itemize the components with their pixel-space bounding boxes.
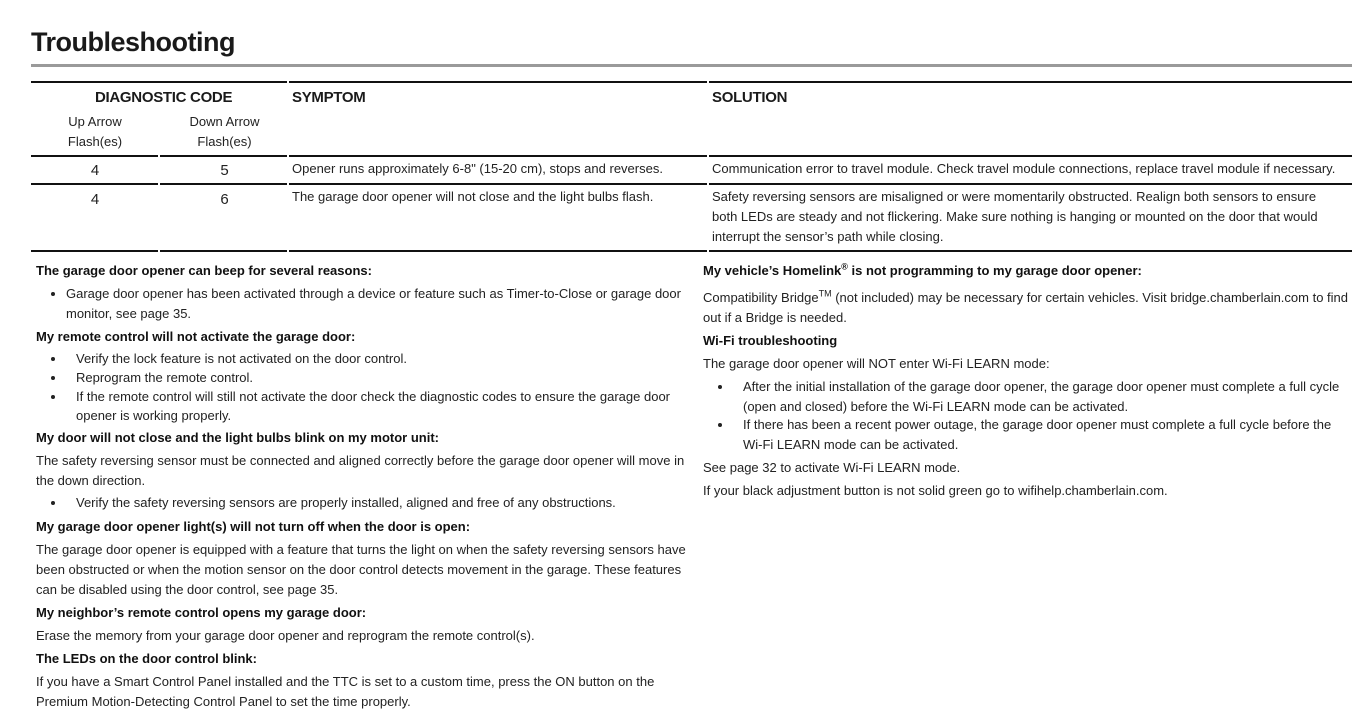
header-symptom: SYMPTOM xyxy=(292,89,366,106)
wifi-bullet-2: If there has been a recent power outage, the garage door opener must complete a full cycle before the Wi-Fi LEARN mode can be activated. xyxy=(703,415,1348,455)
light-heading: My garage door opener light(s) will not turn off when the door is open: xyxy=(36,519,471,534)
door-wont-close-list xyxy=(36,493,686,513)
wifi-list xyxy=(703,377,1348,455)
homelink-heading-pre: My vehicle’s Homelink xyxy=(703,263,842,278)
header-down-arrow xyxy=(161,112,288,152)
door-wont-close-bullet-1: Verify the safety reversing sensors are properly installed, aligned and free of any obstructions. xyxy=(36,493,686,513)
homelink-text-pre: Compatibility Bridge xyxy=(703,290,819,305)
header-up-arrow-line1: Up Arrow xyxy=(68,114,122,129)
row2-down-flashes: 6 xyxy=(220,191,229,208)
leds-text: If you have a Smart Control Panel installed and the TTC is set to a custom time, press the ON button on the Premium Motion-Detecting Control Panel to set the time properly. xyxy=(36,674,655,709)
remote-bullet-2: Reprogram the remote control. xyxy=(36,368,686,387)
door-wont-close-heading: My door will not close and the light bulbs blink on my motor unit: xyxy=(36,430,439,445)
remote-heading: My remote control will not activate the garage door: xyxy=(36,329,356,344)
row1-solution: Communication error to travel module. Check travel module connections, replace travel module if necessary. xyxy=(712,161,1336,176)
beep-list xyxy=(36,284,686,324)
header-diagnostic-code: DIAGNOSTIC CODE xyxy=(95,89,233,106)
row2-solution: Safety reversing sensors are misaligned or were momentarily obstructed. Realign both sensors to ensure both LEDs are steady and not flickering. Make sure nothing is hanging or mounted on the door that would interrupt the sensor’s path while closing. xyxy=(712,189,1318,244)
homelink-heading-post: is not programming to my garage door opener: xyxy=(847,263,1142,278)
diagnostic-table xyxy=(31,81,1352,253)
beep-heading: The garage door opener can beep for several reasons: xyxy=(36,263,372,278)
wifi-bullet-1: After the initial installation of the garage door opener, the garage door opener must complete a full cycle (open and closed) before the Wi-Fi LEARN mode can be activated. xyxy=(703,377,1348,417)
right-column xyxy=(703,261,1348,501)
beep-bullet-1: Garage door opener has been activated through a device or feature such as Timer-to-Close or garage door monitor, see page 35. xyxy=(36,284,686,324)
door-wont-close-text: The safety reversing sensor must be connected and aligned correctly before the garage door opener will move in the down direction. xyxy=(36,453,685,488)
left-column xyxy=(36,261,686,712)
remote-bullet-1: Verify the lock feature is not activated on the door control. xyxy=(36,349,686,368)
row2-up-flashes: 4 xyxy=(90,191,100,208)
row1-bottom-rule xyxy=(31,183,1352,185)
wifi-text: The garage door opener will NOT enter Wi-Fi LEARN mode: xyxy=(703,356,1050,371)
wifi-heading: Wi-Fi troubleshooting xyxy=(703,333,838,348)
row1-down-flashes: 5 xyxy=(220,162,229,179)
header-solution: SOLUTION xyxy=(712,89,788,106)
trademark-mark: TM xyxy=(818,288,832,299)
row1-up-flashes: 4 xyxy=(90,162,100,179)
header-down-arrow-line1: Down Arrow xyxy=(189,114,260,129)
leds-heading: The LEDs on the door control blink: xyxy=(36,651,257,666)
homelink-heading xyxy=(703,261,1348,281)
wifi-see-page: See page 32 to activate Wi-Fi LEARN mode. xyxy=(703,460,961,475)
remote-bullet-3: If the remote control will still not activate the door check the diagnostic codes to ensure the garage door opener is working properly. xyxy=(36,387,686,425)
registered-mark: ® xyxy=(841,261,848,272)
remote-list xyxy=(36,349,686,425)
table-top-rule xyxy=(31,81,1352,83)
row2-symptom: The garage door opener will not close and the light bulbs flash. xyxy=(292,189,654,204)
neighbor-heading: My neighbor’s remote control opens my garage door: xyxy=(36,605,367,620)
table-bottom-rule xyxy=(31,250,1352,252)
homelink-text xyxy=(703,288,1348,328)
header-up-arrow-line2: Flash(es) xyxy=(67,134,123,149)
page-title: Troubleshooting xyxy=(31,27,235,57)
wifi-help-text: If your black adjustment button is not solid green go to wifihelp.chamberlain.com. xyxy=(703,483,1168,498)
header-up-arrow xyxy=(31,112,159,152)
row1-symptom: Opener runs approximately 6-8" (15-20 cm), stops and reverses. xyxy=(292,161,663,176)
col-gap-3 xyxy=(707,81,709,253)
homelink-text-post: (not included) may be necessary for certain vehicles. Visit bridge.chamberlain.com to find out if a Bridge is needed. xyxy=(703,290,1349,325)
neighbor-text: Erase the memory from your garage door opener and reprogram the remote control(s). xyxy=(36,628,535,643)
header-bottom-rule xyxy=(31,155,1352,157)
light-text: The garage door opener is equipped with a feature that turns the light on when the safety reversing sensors have been obstructed or when the motion sensor on the door control detects movement in the garage. These features can be disabled using the door control, see page 35. xyxy=(36,542,686,597)
header-down-arrow-line2: Flash(es) xyxy=(197,134,252,149)
title-rule xyxy=(31,64,1352,67)
